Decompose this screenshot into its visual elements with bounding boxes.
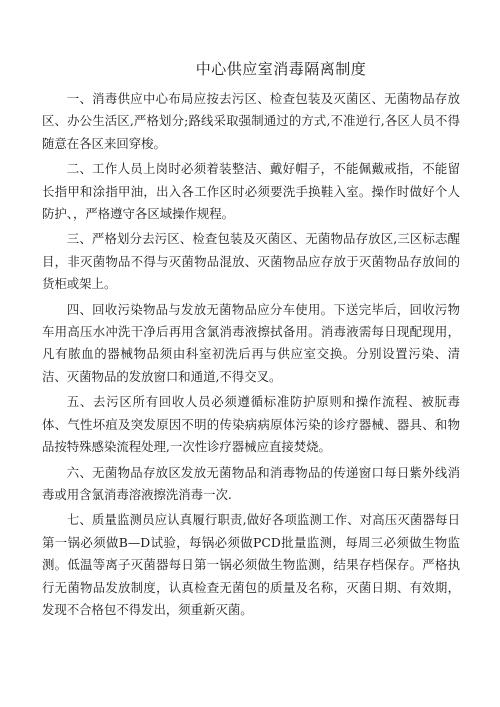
paragraph-4: 四、回收污染物品与发放无菌物品应分车使用。下送完毕后，回收污物车用高压水冲洗干净后再用含氯消毒液擦拭备用。消毒液需每日现配现用，凡有脓血的器械物品须由科室初洗后再与供应室交换。分别设置污染、清洁、灭菌物品的发放窗口和通道,不得交叉。 — [42, 301, 460, 384]
document-title: 中心供应室消毒隔离制度 — [195, 60, 367, 78]
paragraph-7: 七、质量监测员应认真履行职责,做好各项监测工作、对高压灭菌器每日第一锅必须做B—D试验，每锅必须做PCD批量监测，每周三必须做生物监测。低温等离子灭菌器每日第一锅必须做生物监测，结果存档保存。严格执行无菌物品发放制度，认真检查无菌包的质量及名称，灭菌日期、有效期，发现不合格包不得发出，须重新灭菌。 — [42, 512, 460, 617]
paragraph-2: 二、工作人员上岗时必须着装整洁、戴好帽子，不能佩戴戒指，不能留长指甲和涂指甲油，出入各工作区时必须要洗手换鞋入室。操作时做好个人防护、，严格遵守各区域操作规程。 — [42, 161, 460, 222]
paragraph-1: 一、消毒供应中心布局应按去污区、检查包装及灭菌区、无菌物品存放区、办公生活区,严格划分;路线采取强制通过的方式,不准逆行,各区人员不得随意在各区来回穿梭。 — [42, 91, 460, 151]
paragraph-6: 六、无菌物品存放区发放无菌物品和消毒物品的传递窗口每日紫外线消毒或用含氯消毒溶液擦洗消毒一次. — [42, 464, 460, 502]
paragraph-5: 五、去污区所有回收人员必须遵循标准防护原则和操作流程、被朊毒体、气性坏疽及突发原因不明的传染病病原体污染的诊疗器械、器具、和物品按特殊感染流程处理,一次性诊疗器械应直接焚烧。 — [42, 394, 460, 455]
paragraph-3: 三、严格划分去污区、检查包装及灭菌区、无菌物品存放区,三区标志醒目，非灭菌物品不得与灭菌物品混放、灭菌物品应存放于灭菌物品存放间的货柜或架上。 — [42, 231, 460, 292]
